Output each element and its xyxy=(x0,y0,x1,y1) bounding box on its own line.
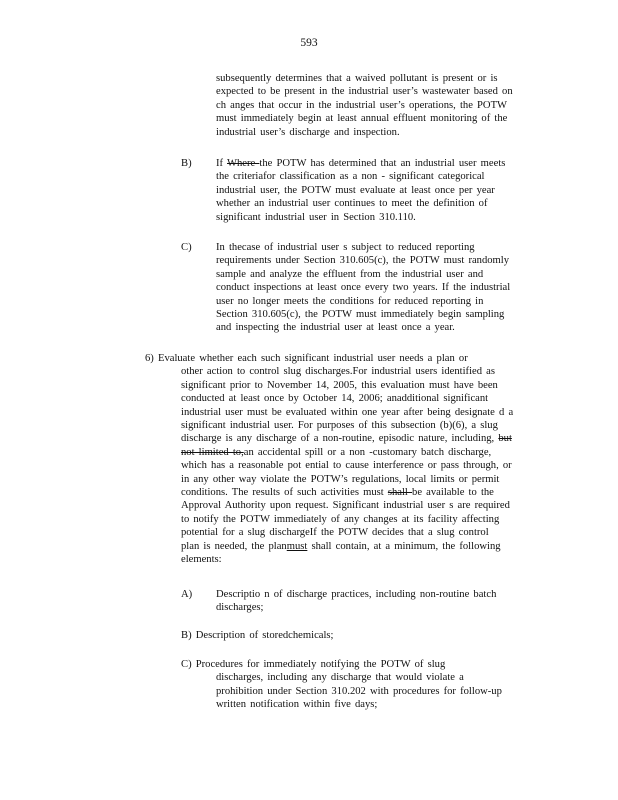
text-run: be available to the xyxy=(412,487,494,499)
text-line: written notification within five days; xyxy=(216,699,378,711)
text-line: significant industrial user. For purposes of this subsection (b)(6), a slug xyxy=(181,420,498,432)
sub-c-first-line xyxy=(181,658,445,671)
text-run: plan is needed, the plan xyxy=(181,540,287,552)
text-run: whether each such significant industrial user needs a plan or xyxy=(199,353,468,364)
text-line xyxy=(145,352,468,365)
text-line: whether an industrial user continues to meet the definition of xyxy=(216,198,488,210)
text-line xyxy=(181,658,445,671)
sub-a-paragraph xyxy=(216,588,496,615)
text-run: conditions. The results of such activities must xyxy=(181,487,388,499)
sub-b-paragraph xyxy=(181,629,333,642)
sub-b-label: B) xyxy=(181,630,192,641)
text-line: prohibition under Section 310.202 with procedures for follow-up xyxy=(216,685,502,697)
text-line: in any other way violate the POTW’s regulations, local limits or permit xyxy=(181,473,500,485)
text-line: Approval Authority upon request. Significant industrial user s are required xyxy=(181,500,510,512)
text-run: Procedures for immediately notifying the POTW of slug xyxy=(195,659,446,670)
text-line: other action to control slug discharges.For industrial users identified as xyxy=(181,366,495,378)
text-line: In thecase of industrial user s subject to reduced reporting xyxy=(216,242,475,253)
item-6-paragraph xyxy=(181,365,513,566)
deleted-text: Where xyxy=(227,158,260,169)
text-line xyxy=(181,446,513,459)
text-line xyxy=(181,629,333,642)
item-b-paragraph xyxy=(216,157,505,224)
page-number: 593 xyxy=(300,37,318,49)
sub-a-label: A) xyxy=(181,589,193,600)
text-line: conduct inspections at least once every two years. If the industrial xyxy=(216,282,511,294)
sub-c-label: C) xyxy=(181,659,192,670)
text-line: to notify the POTW immediately of any changes at its facility affecting xyxy=(181,513,500,525)
text-line: discharges, including any discharge that would violate a xyxy=(216,672,464,684)
text-line: ch anges that occur in the industrial user’s operations, the POTW xyxy=(216,99,508,111)
text-line: discharges; xyxy=(216,602,264,614)
text-line: industrial user must be evaluated within one year after being designate d a xyxy=(181,406,514,418)
text-line: subsequently determines that a waived pollutant is present or is xyxy=(216,73,498,84)
text-line: significant industrial user in Section 310.110. xyxy=(216,211,416,223)
text-line xyxy=(216,157,505,170)
text-run: Description of storedchemicals; xyxy=(195,630,334,641)
text-line: the criteriafor classification as a non - significant categorical xyxy=(216,171,485,183)
text-line: must immediately begin at least annual effluent monitoring of the xyxy=(216,113,508,125)
text-line: potential for a slug dischargeIf the POTW decides that a slug control xyxy=(181,527,489,539)
text-line xyxy=(181,540,513,553)
item-c-paragraph xyxy=(216,241,510,335)
sub-c-paragraph xyxy=(216,671,502,711)
item-6-first-line xyxy=(145,352,468,365)
inserted-text: must xyxy=(286,540,308,552)
item-b-label: B) xyxy=(181,158,192,169)
text-line: elements: xyxy=(181,554,222,566)
text-line xyxy=(181,432,513,445)
text-line: and inspecting the industrial user at least once a year. xyxy=(216,322,455,334)
deleted-text: shall xyxy=(387,487,413,499)
text-line: which has a reasonable pot ential to cause interference or pass through, or xyxy=(181,460,512,472)
text-line: industrial user’s discharge and inspection. xyxy=(216,126,400,138)
text-run: an accidental spill or a non -customary batch discharge, xyxy=(243,446,492,458)
text-line: user no longer meets the conditions for reduced reporting in xyxy=(216,295,484,307)
text-run: shall contain, at a minimum, the following xyxy=(307,540,501,552)
text-line: industrial user, the POTW must evaluate at least once per year xyxy=(216,184,495,196)
text-line: Descriptio n of discharge practices, including non-routine batch xyxy=(216,589,497,600)
text-line: Section 310.605(c), the POTW must immediately begin sampling xyxy=(216,309,505,321)
text-line: expected to be present in the industrial user’s wastewater based on xyxy=(216,86,513,98)
deleted-text: but xyxy=(498,433,512,445)
item-6-label: 6) Evaluate xyxy=(145,353,196,364)
text-line: requirements under Section 310.605(c), the POTW must randomly xyxy=(216,255,510,267)
text-line xyxy=(181,486,513,499)
text-line: conducted at least once by October 14, 2006; anadditional significant xyxy=(181,393,489,405)
text-line: sample and analyze the effluent from the industrial user and xyxy=(216,268,484,280)
deleted-text: not limited to, xyxy=(181,446,244,458)
text-run: discharge is any discharge of a non-routine, episodic nature, including, xyxy=(181,433,495,445)
continuation-paragraph xyxy=(216,72,513,139)
text-run: If xyxy=(216,158,228,169)
text-run: the POTW has determined that an industrial user meets xyxy=(259,158,506,169)
text-line: significant prior to November 14, 2005, this evaluation must have been xyxy=(181,379,498,391)
item-c-label: C) xyxy=(181,242,192,253)
